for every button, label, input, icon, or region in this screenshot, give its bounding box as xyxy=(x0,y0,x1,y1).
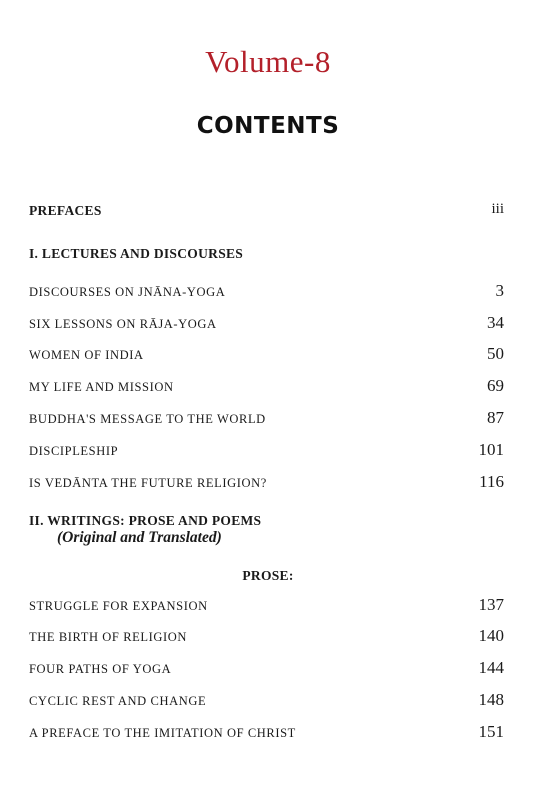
toc-entry-page: 144 xyxy=(478,658,504,677)
toc-entry-page: 140 xyxy=(478,626,504,645)
toc-entry-page: 101 xyxy=(478,440,504,459)
toc-entry-label: STRUGGLE FOR EXPANSION xyxy=(29,599,208,613)
toc-entry-label: SIX LESSONS ON RĀJA-YOGA xyxy=(29,317,217,331)
toc-entry-page: 116 xyxy=(479,472,504,491)
toc-entry-page: iii xyxy=(491,201,504,217)
toc-entry-label: A PREFACE TO THE IMITATION OF CHRIST xyxy=(29,726,296,740)
toc-entry[interactable] xyxy=(29,408,504,432)
volume-title: Volume-8 xyxy=(205,44,331,79)
toc-entry[interactable] xyxy=(29,344,504,368)
toc-entry-label: DISCOURSES ON JNĀNA-YOGA xyxy=(29,285,226,299)
toc-entry-label: FOUR PATHS OF YOGA xyxy=(29,662,172,676)
section-title: II. WRITINGS: PROSE AND POEMS xyxy=(29,513,262,528)
prose-heading: PROSE: xyxy=(242,568,294,583)
toc-entry-page: 69 xyxy=(487,376,504,395)
toc-entry-label: PREFACES xyxy=(29,203,102,218)
toc-entry[interactable] xyxy=(29,440,504,464)
toc-entry-page: 148 xyxy=(478,690,504,709)
toc-entry-page: 3 xyxy=(495,281,504,300)
toc-entry[interactable] xyxy=(29,595,504,619)
toc-entry[interactable] xyxy=(29,281,504,305)
toc-entry[interactable] xyxy=(29,626,504,650)
toc-entry[interactable] xyxy=(29,376,504,400)
toc-entry-label: THE BIRTH OF RELIGION xyxy=(29,630,188,644)
toc-entry-page: 34 xyxy=(487,313,504,332)
toc-entry-page: 137 xyxy=(478,595,504,614)
toc-entry[interactable] xyxy=(29,472,504,496)
toc-entry-label: IS VEDĀNTA THE FUTURE RELIGION? xyxy=(29,476,267,490)
toc-entry[interactable] xyxy=(29,690,504,714)
toc-entry-label: CYCLIC REST AND CHANGE xyxy=(29,694,207,708)
toc-entry-page: 151 xyxy=(478,722,504,741)
toc-entry-label: WOMEN OF INDIA xyxy=(29,348,144,362)
toc-entry-prefaces[interactable] xyxy=(29,203,504,223)
toc-entry[interactable] xyxy=(29,313,504,337)
section-title: I. LECTURES AND DISCOURSES xyxy=(29,246,244,261)
toc-entry-label: DISCIPLESHIP xyxy=(29,444,119,458)
toc-entry-page: 50 xyxy=(487,344,504,363)
toc-entry[interactable] xyxy=(29,658,504,682)
section-subtitle: (Original and Translated) xyxy=(57,529,222,546)
toc-entry-label: BUDDHA'S MESSAGE TO THE WORLD xyxy=(29,412,266,426)
toc-entry-page: 87 xyxy=(487,408,504,427)
toc-entry[interactable] xyxy=(29,722,504,746)
section-heading-lectures xyxy=(29,246,504,266)
toc-entry-label: MY LIFE AND MISSION xyxy=(29,380,174,394)
contents-heading: CONTENTS xyxy=(196,113,340,139)
